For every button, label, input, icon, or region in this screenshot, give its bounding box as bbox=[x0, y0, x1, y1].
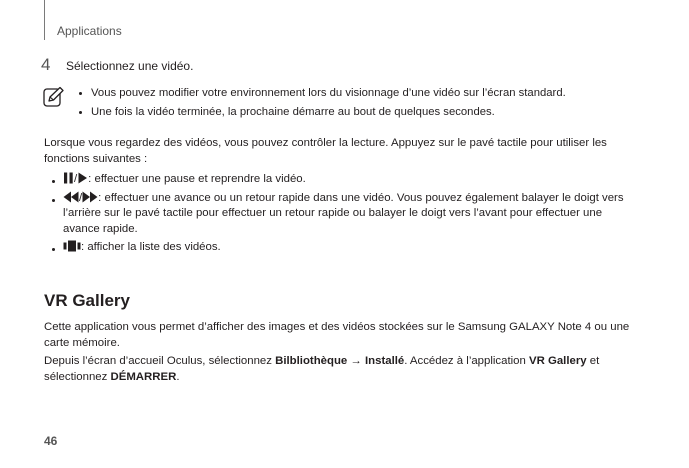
menu-library: Bilbliothèque bbox=[275, 355, 348, 367]
control-item-video-list bbox=[50, 240, 640, 256]
icon-separator: / bbox=[79, 191, 83, 204]
header-divider bbox=[44, 0, 45, 40]
app-name: VR Gallery bbox=[528, 355, 587, 367]
video-list-icon bbox=[63, 240, 81, 252]
fast-forward-icon bbox=[82, 191, 98, 203]
step-4 bbox=[41, 55, 193, 75]
control-text: : afficher la liste des vidéos. bbox=[81, 241, 221, 253]
pause-icon bbox=[63, 172, 74, 184]
icon-separator: / bbox=[74, 173, 78, 185]
section-title: VR Gallery bbox=[44, 291, 130, 310]
page-number: 46 bbox=[44, 434, 58, 448]
control-item-pause-play bbox=[50, 172, 640, 188]
section-instructions: Depuis l’écran d’accueil Oculus, sélectionnez Bilbliothèque → Installé. Accédez à l’application VR Gallery et sélectionnez DÉMARRER. bbox=[44, 355, 600, 383]
control-text: : effectuer une avance ou un retour rapide dans une vidéo. Vous pouvez également balayer le doigt vers l’arrière sur le pavé tactile pour effectuer un retour rapide ou balayer le doigt vers l’avant pour effectuer une avance rapide. bbox=[63, 191, 624, 235]
section-paragraph: Cette application vous permet d’afficher des images et des vidéos stockées sur le Samsung GALAXY Note 4 ou une carte mémoire. bbox=[44, 321, 630, 349]
note-list bbox=[77, 84, 566, 122]
step-number: 4 bbox=[41, 55, 51, 74]
note-pencil-icon bbox=[43, 86, 65, 108]
control-text: : effectuer une pause et reprendre la vidéo. bbox=[88, 173, 306, 185]
play-icon bbox=[77, 172, 88, 184]
control-item-rewind-ffwd bbox=[50, 191, 640, 238]
step-text: Sélectionnez une vidéo. bbox=[66, 59, 194, 73]
controls-list bbox=[50, 172, 640, 256]
running-header: Applications bbox=[57, 24, 122, 38]
rewind-icon bbox=[63, 191, 79, 203]
note-item: Vous pouvez modifier votre environnement lors du visionnage d’une vidéo sur l’écran standard. bbox=[77, 84, 566, 103]
start-label: DÉMARRER bbox=[110, 370, 177, 383]
note-item: Une fois la vidéo terminée, la prochaine démarre au bout de quelques secondes. bbox=[77, 103, 566, 122]
controls-intro: Lorsque vous regardez des vidéos, vous pouvez contrôler la lecture. Appuyez sur le pavé tactile pour utiliser les fonctions suivantes : bbox=[44, 137, 607, 165]
menu-installed: Installé bbox=[364, 355, 405, 367]
arrow-icon: → bbox=[347, 355, 365, 367]
